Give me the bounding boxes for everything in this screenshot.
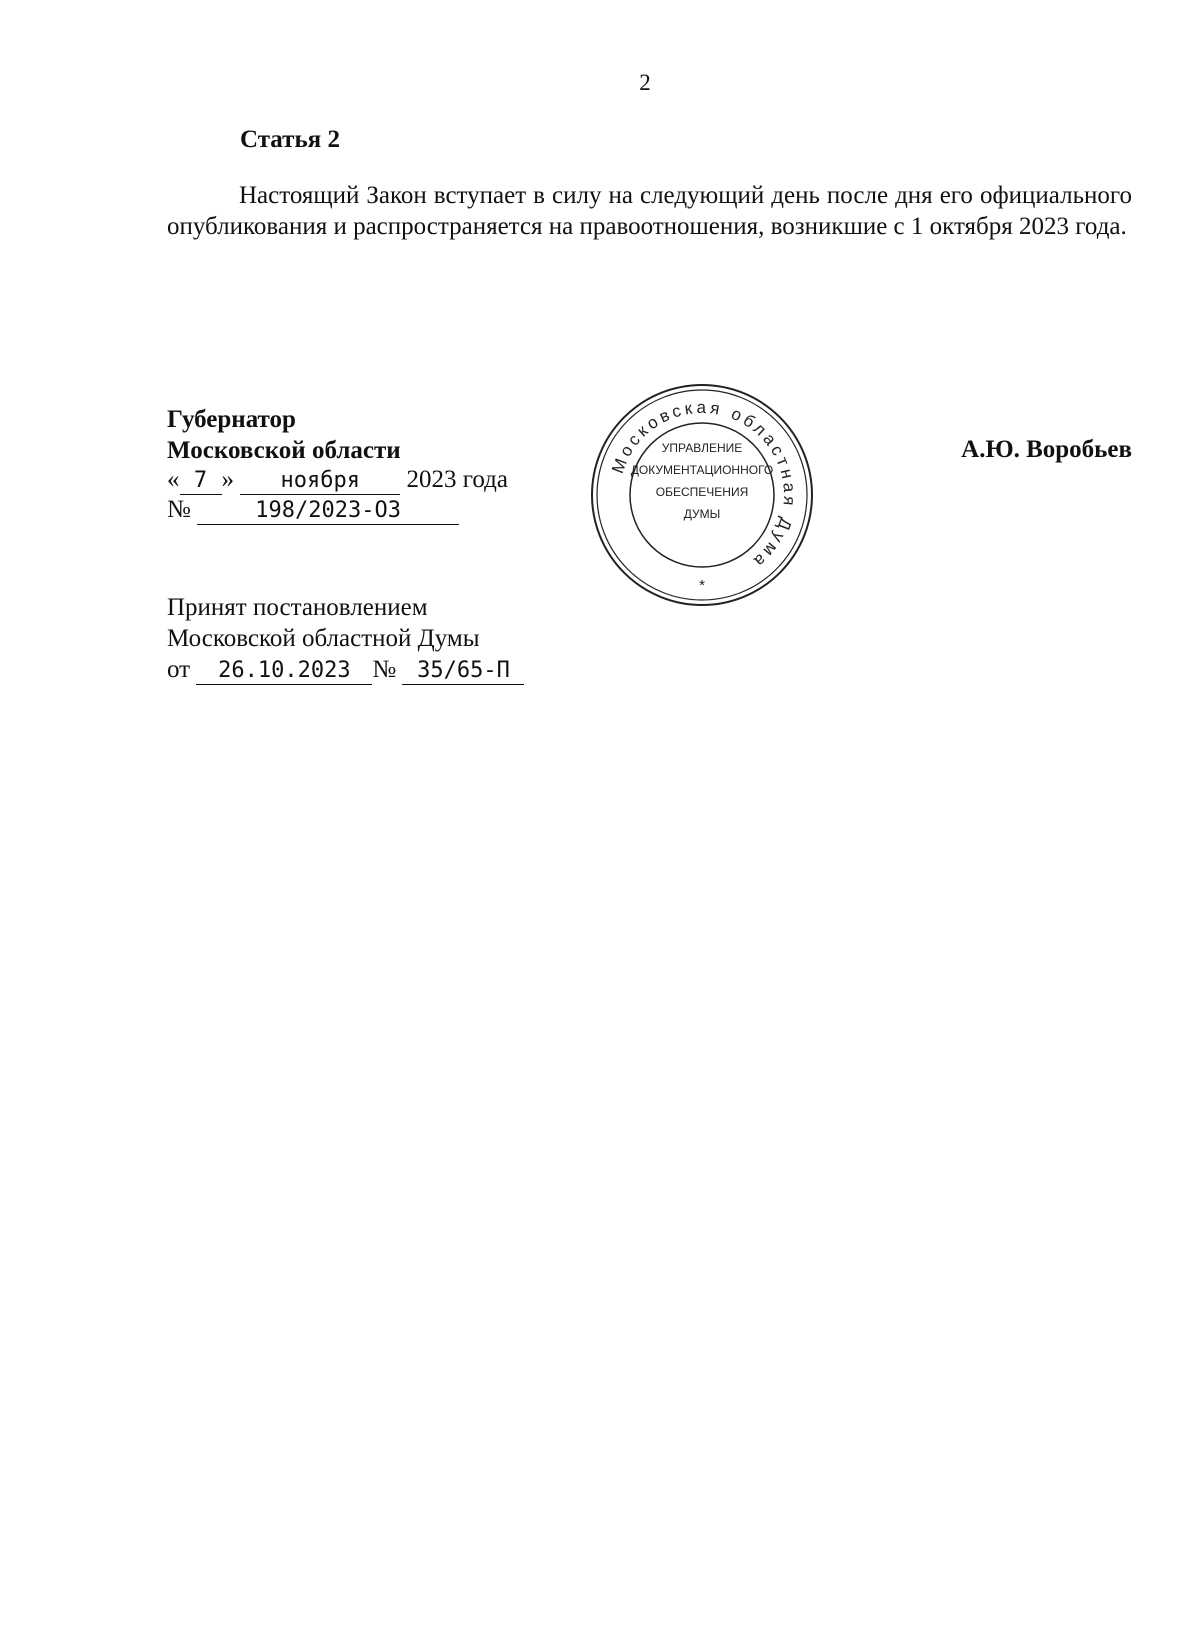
stamp-center-line1: УПРАВЛЕНИЕ (661, 441, 743, 455)
law-number: 198/2023-ОЗ (197, 498, 459, 525)
page-number: 2 (639, 70, 651, 95)
official-stamp (587, 380, 817, 610)
signing-month: ноября (240, 468, 400, 495)
stamp-ring-text: Московская областная Дума (608, 397, 800, 573)
signing-date-line (167, 466, 508, 495)
adoption-block (167, 592, 524, 685)
adoption-line1: Принят постановлением (167, 594, 428, 621)
adoption-number-label: № (372, 656, 397, 683)
signing-day: 7 (180, 468, 222, 495)
governor-title-line1: Губернатор (167, 406, 296, 433)
governor-title (167, 404, 401, 466)
stamp-center-line4: ДУМЫ (683, 507, 721, 521)
law-number-label: № (167, 496, 191, 523)
stamp-center-line2: ДОКУМЕНТАЦИОННОГО (630, 463, 774, 477)
adoption-date-line (167, 654, 524, 685)
stamp-star-icon: * (699, 577, 705, 594)
signing-year: 2023 года (406, 466, 508, 493)
quote-open: « (167, 466, 180, 493)
governor-title-line2: Московской области (167, 437, 401, 464)
stamp-center-line3: ОБЕСПЕЧЕНИЯ (655, 485, 749, 499)
article-heading: Статья 2 (240, 126, 340, 153)
adoption-from-label: от (167, 656, 191, 683)
signatory-name: А.Ю. Воробьев (961, 436, 1132, 463)
adoption-date: 26.10.2023 (196, 658, 372, 685)
quote-close: » (221, 466, 234, 493)
law-number-line (167, 496, 459, 525)
adoption-line2: Московской областной Думы (167, 625, 480, 652)
adoption-number: 35/65-П (402, 658, 524, 685)
article-text: Настоящий Закон вступает в силу на следующий день после дня его официального опубликования и распространяется на правоотношения, возникшие с 1 октября 2023 года. (167, 182, 1132, 240)
